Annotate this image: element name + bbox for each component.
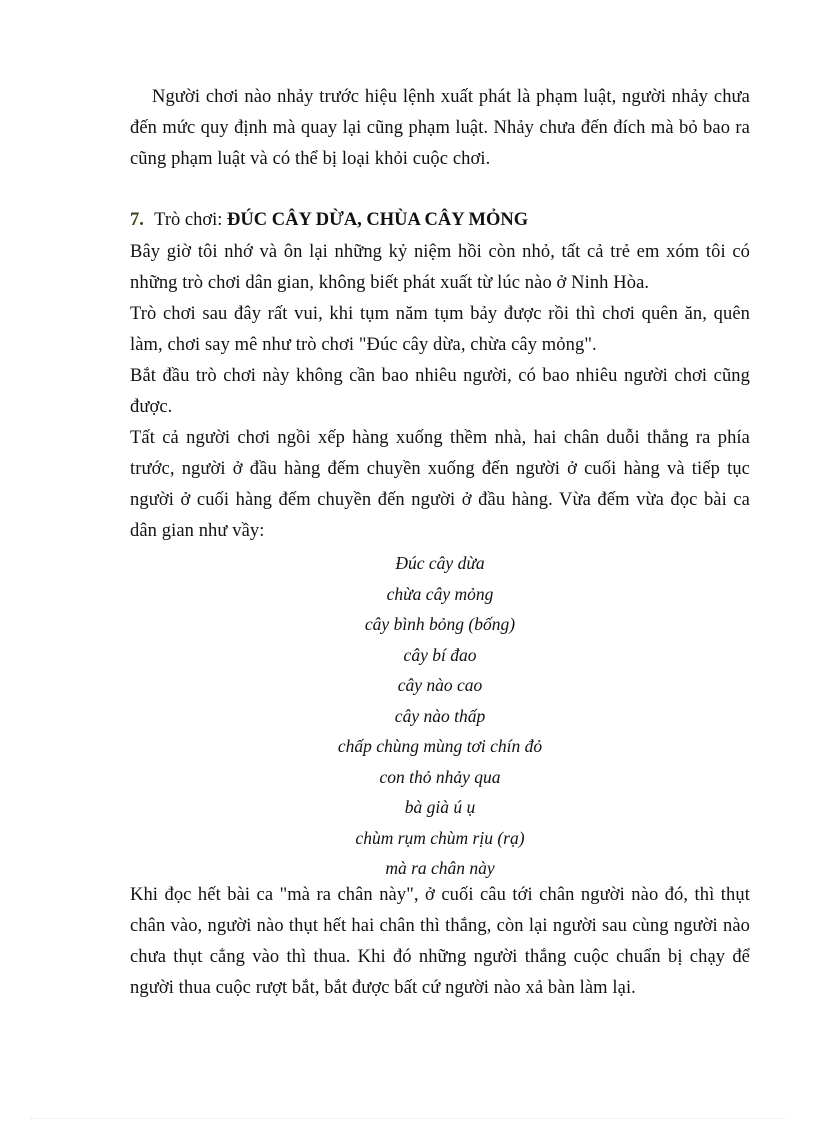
poem-line: cây nào cao xyxy=(397,675,483,695)
section-label: Trò chơi: xyxy=(154,210,223,230)
closing-paragraph: Khi đọc hết bài ca "mà ra chân này", ở cuối câu tới chân người nào đó, thì thụt chân vào, người nào thụt hết hai chân thì thắng, còn lại người sau cùng người nào chưa thụt cẳng vào thì thua. Khi đó những người thắng cuộc chuẩn bị chạy để người thua cuộc rượt bắt, bắt được bất cứ người nào xả bàn làm lại. xyxy=(130,885,750,998)
intro-paragraph: Người chơi nào nhảy trước hiệu lệnh xuất phát là phạm luật, người nhảy chưa đến mức quy định mà quay lại cũng phạm luật. Nhảy chưa đến đích mà bỏ bao ra cũng phạm luật và có thể bị loại khỏi cuộc chơi. xyxy=(130,87,750,169)
poem-line: bà già ú ụ xyxy=(404,797,476,817)
poem-line: chùm rụm chùm rịu (rạ) xyxy=(355,827,525,848)
poem-line: con thỏ nhảy qua xyxy=(379,766,501,787)
page-footer-divider xyxy=(30,1118,786,1119)
body-paragraph-1: Bây giờ tôi nhớ và ôn lại những kỷ niệm hồi còn nhỏ, tất cả trẻ em xóm tôi có những trò chơi dân gian, không biết phát xuất từ lúc nào ở Ninh Hòa. xyxy=(130,242,750,293)
body-paragraph-2: Trò chơi sau đây rất vui, khi tụm năm tụm bảy được rồi thì chơi quên ăn, quên làm, chơi say mê như trò chơi "Đúc cây dừa, chừa cây mỏng". xyxy=(130,304,750,355)
poem-line: cây nào thấp xyxy=(394,705,486,726)
poem-line: mà ra chân này xyxy=(385,858,495,878)
poem-line: chấp chùng mùng tơi chín đỏ xyxy=(337,736,543,756)
poem-line: cây bí đao xyxy=(403,644,477,665)
body-paragraph-3: Bắt đầu trò chơi này không cần bao nhiêu người, có bao nhiêu người chơi cũng được. xyxy=(130,366,750,417)
section-heading xyxy=(130,205,528,236)
folk-poem xyxy=(130,548,750,884)
poem-line: cây bình bỏng (bống) xyxy=(364,614,516,634)
body-paragraph-4: Tất cả người chơi ngồi xếp hàng xuống thềm nhà, hai chân duỗi thẳng ra phía trước, người ở đầu hàng đếm chuyền xuống đến người ở cuối hàng và tiếp tục người ở cuối hàng đếm chuyền đến người ở đầu hàng. Vừa đếm vừa đọc bài ca dân gian như vầy: xyxy=(130,428,750,541)
section-title: ĐÚC CÂY DỪA, CHÙA CÂY MỎNG xyxy=(227,210,529,230)
poem-line: chừa cây mỏng xyxy=(386,583,494,604)
poem-line: Đúc cây dừa xyxy=(395,553,485,573)
section-number: 7. xyxy=(130,210,144,230)
